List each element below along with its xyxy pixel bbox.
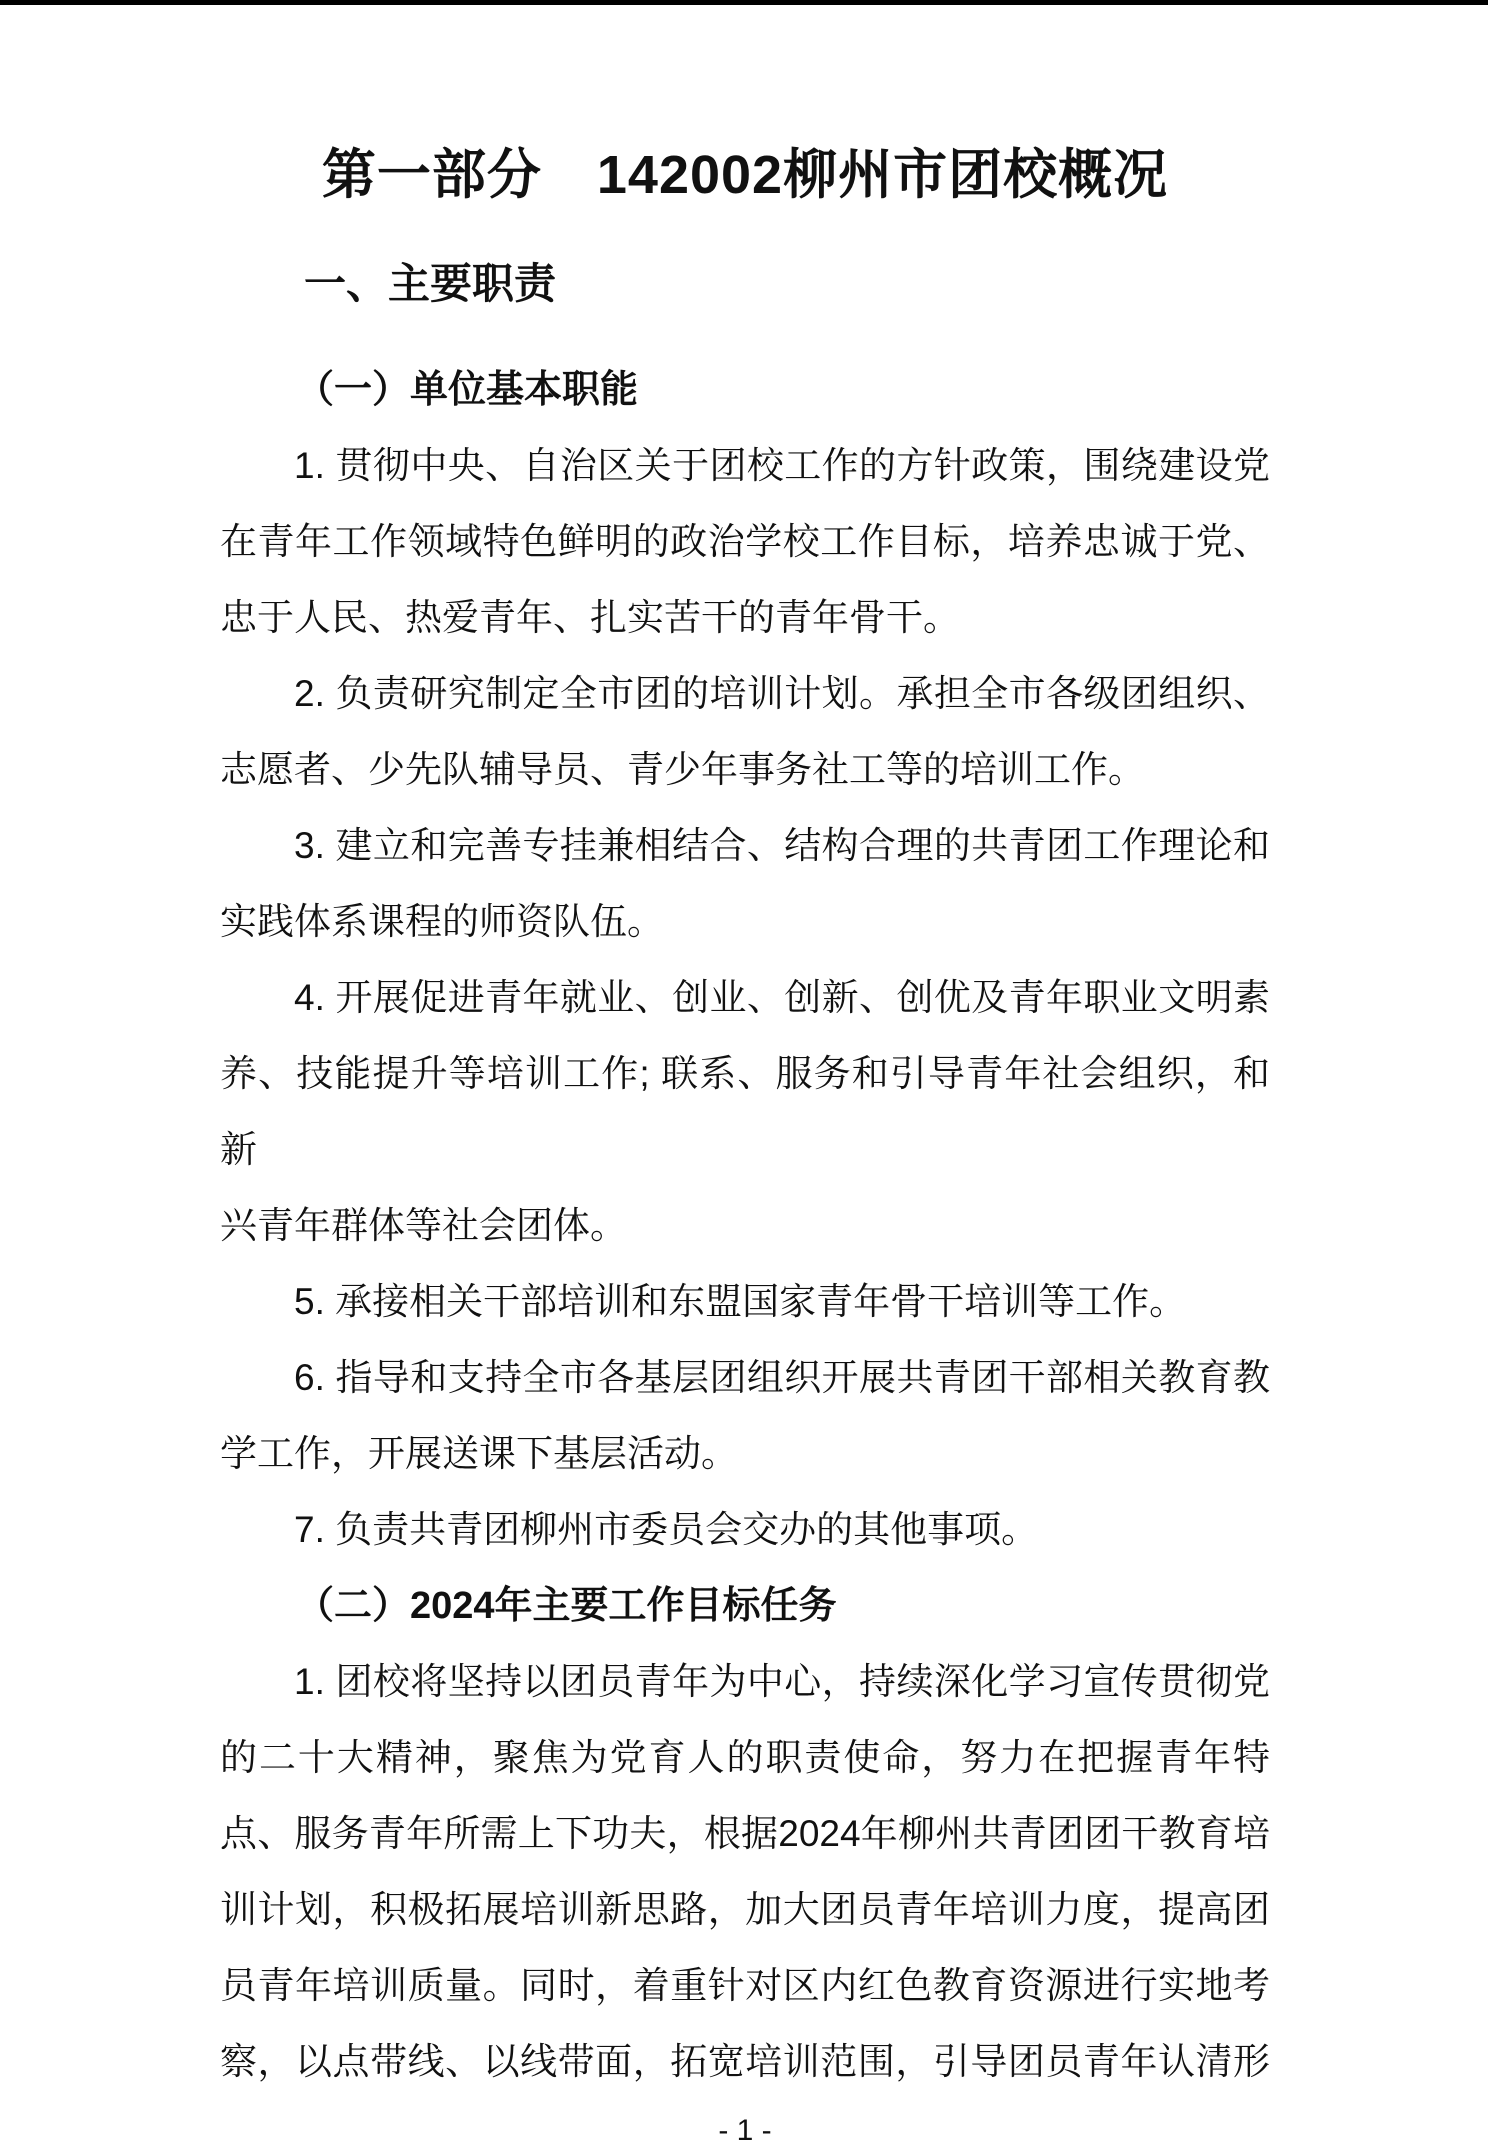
heading-line: 一、主要职责	[304, 260, 557, 307]
paragraph-line: 志愿者、少先队辅导员、青少年事务社工等的培训工作。	[220, 749, 1145, 790]
paragraph	[220, 808, 1270, 960]
paragraph-line: 6. 指导和支持全市各基层团组织开展共青团干部相关教育教	[294, 1357, 1270, 1398]
paragraph	[220, 1492, 1270, 1568]
paragraph	[220, 1340, 1270, 1492]
paragraph-line: 训计划，积极拓展培训新思路，加大团员青年培训力度，提高团	[220, 1889, 1270, 1930]
paragraph-line: 5. 承接相关干部培训和东盟国家青年骨干培训等工作。	[294, 1281, 1187, 1322]
paragraph-line: 的二十大精神，聚焦为党育人的职责使命，努力在把握青年特	[220, 1737, 1270, 1778]
section-heading	[220, 352, 1270, 428]
paragraph	[220, 960, 1270, 1264]
paragraph-line: 忠于人民、热爱青年、扎实苦干的青年骨干。	[220, 597, 960, 638]
paragraph-line: 4. 开展促进青年就业、创业、创新、创优及青年职业文明素	[294, 977, 1270, 1018]
paragraph	[220, 656, 1270, 808]
paragraph-line: 在青年工作领域特色鲜明的政治学校工作目标，培养忠诚于党、	[220, 521, 1270, 562]
document-title: 第一部分 142002柳州市团校概况	[321, 145, 1169, 205]
paragraph-line: 兴青年群体等社会团体。	[220, 1205, 627, 1246]
scan-artifact-top-bar	[0, 0, 1488, 5]
paragraph-line: 学工作，开展送课下基层活动。	[220, 1433, 738, 1474]
section-heading	[220, 246, 1270, 322]
paragraph-line: 员青年培训质量。同时，着重针对区内红色教育资源进行实地考	[220, 1965, 1270, 2006]
paragraph-line: 3. 建立和完善专挂兼相结合、结构合理的共青团工作理论和	[294, 825, 1270, 866]
paragraph-line: 养、技能提升等培训工作; 联系、服务和引导青年社会组织，和新	[220, 1053, 1270, 1170]
paragraph	[220, 1644, 1270, 2100]
paragraph	[220, 428, 1270, 656]
page-number: - 1 -	[718, 2114, 772, 2147]
paragraph-line: 察，以点带线、以线带面，拓宽培训范围，引导团员青年认清形	[220, 2041, 1270, 2082]
heading-line: （一）单位基本职能	[296, 369, 639, 411]
paragraph	[220, 1264, 1270, 1340]
paragraph-line: 1. 贯彻中央、自治区关于团校工作的方针政策，围绕建设党	[294, 445, 1270, 486]
paragraph-line: 1. 团校将坚持以团员青年为中心，持续深化学习宣传贯彻党	[294, 1661, 1270, 1702]
section-heading	[220, 1568, 1270, 1644]
heading-line: （二）2024年主要工作目标任务	[296, 1585, 837, 1627]
paragraph-line: 点、服务青年所需上下功夫，根据2024年柳州共青团团干教育培	[220, 1813, 1270, 1854]
paragraph-line: 7. 负责共青团柳州市委员会交办的其他事项。	[294, 1509, 1039, 1550]
document-body	[220, 246, 1270, 2100]
paragraph-line: 实践体系课程的师资队伍。	[220, 901, 664, 942]
paragraph-line: 2. 负责研究制定全市团的培训计划。承担全市各级团组织、	[294, 673, 1270, 714]
